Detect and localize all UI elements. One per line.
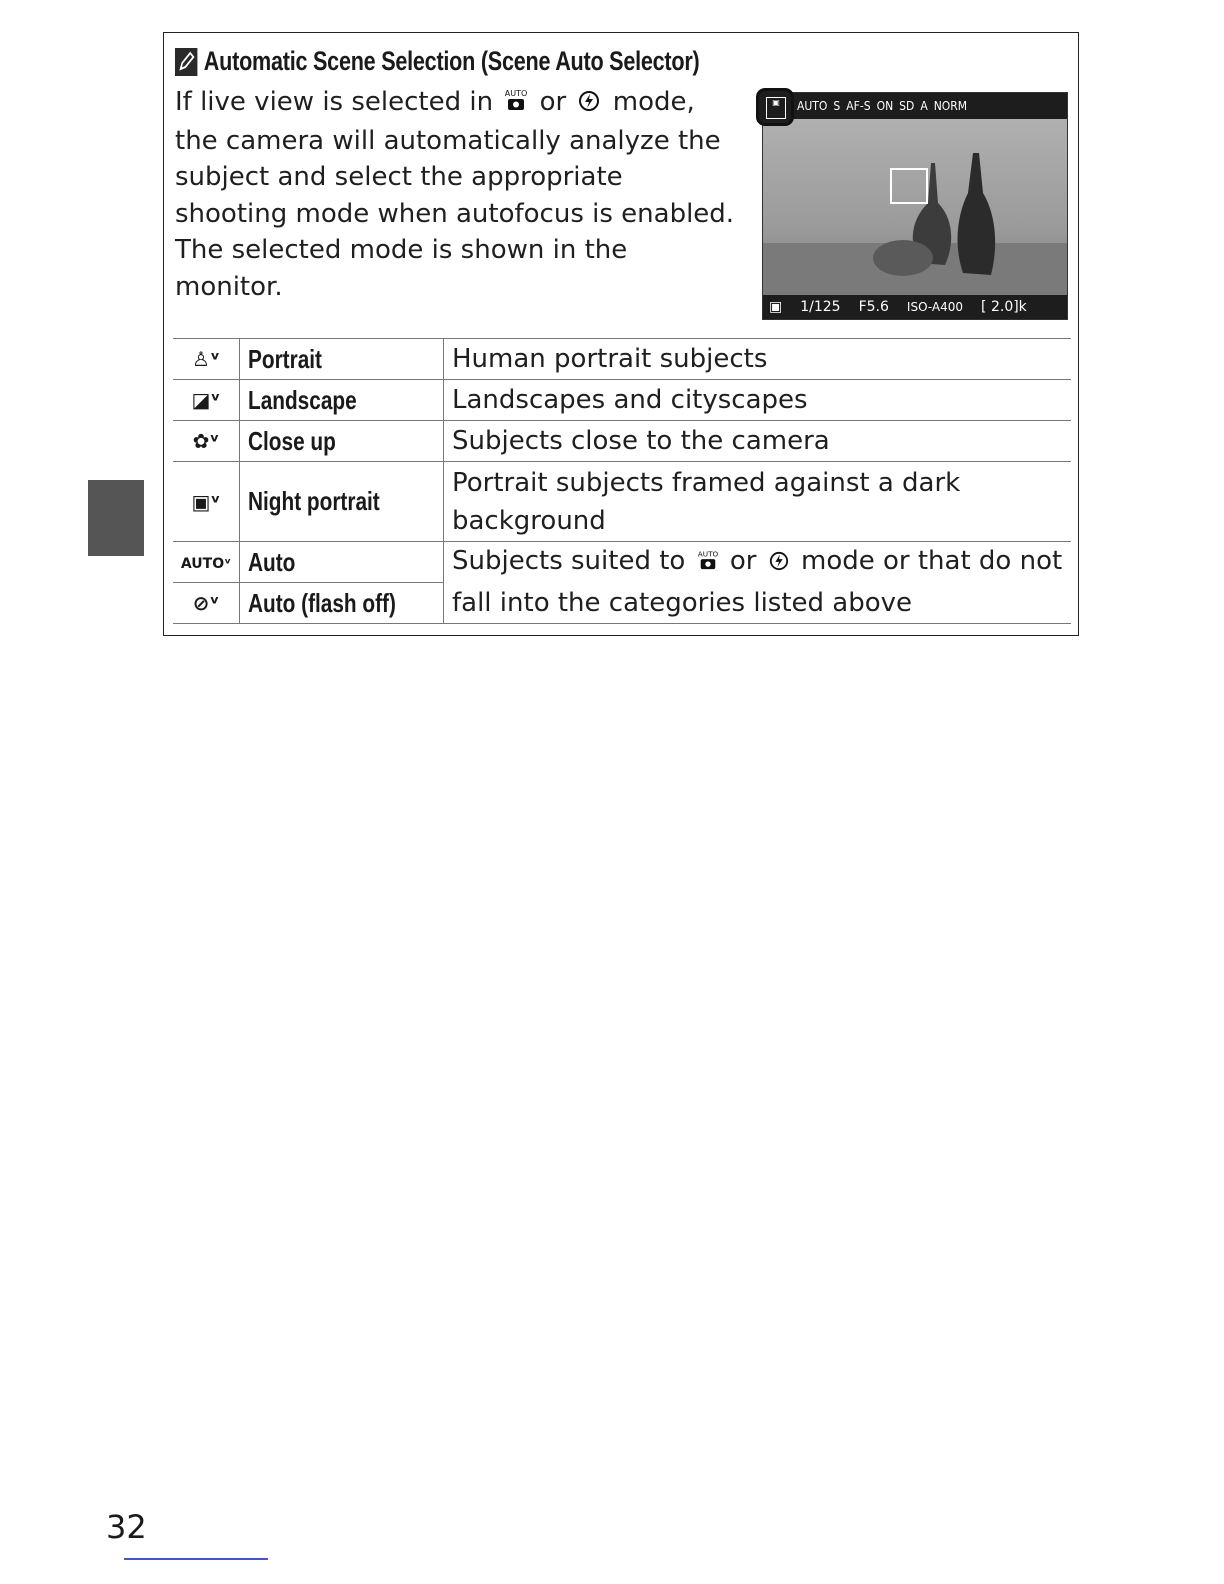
table-row — [173, 421, 1071, 462]
chapter-tab — [88, 480, 144, 556]
mode-description: Landscapes and cityscapes — [444, 380, 1072, 421]
note-heading — [175, 46, 699, 77]
table-row — [173, 462, 1071, 542]
still-life-photo — [763, 93, 1068, 320]
iso-sensitivity: ISO-A400 — [906, 300, 964, 314]
pencil-icon — [175, 48, 197, 76]
mode-description: Subjects close to the camera — [444, 421, 1072, 462]
intro-text-3: mode, the camera will automatically analyze the subject and select the appropriate shooting mode when autofocus is enabled. The selected mode is shown in the monitor. — [175, 87, 735, 302]
night-portrait-icon: ▣ᵛ — [173, 462, 240, 542]
mode-description: fall into the categories listed above — [444, 583, 1072, 624]
monitor-top-bar — [763, 93, 1067, 119]
close-up-icon: ✿ᵛ — [173, 421, 240, 462]
page-number: 32 — [106, 1508, 147, 1546]
shutter-speed: 1/125 — [800, 299, 841, 315]
svg-text:AUTO: AUTO — [505, 89, 528, 98]
aperture: F5.6 — [858, 299, 889, 315]
flash-mode-label: AUTO — [797, 99, 828, 113]
mode-description — [444, 542, 1072, 583]
mode-name: Auto (flash off) — [248, 587, 396, 618]
mode-name: Auto — [248, 546, 296, 577]
exposures-remaining: [ 2.0]k — [981, 299, 1027, 315]
intro-paragraph — [175, 84, 735, 305]
white-balance-label: A — [920, 99, 928, 113]
portrait-icon: ♙ᵛ — [173, 339, 240, 380]
metering-icon: ▣ — [769, 299, 783, 315]
svg-text:AUTO: AUTO — [697, 549, 718, 559]
mode-description: Portrait subjects framed against a dark background — [444, 462, 1072, 542]
flash-off-icon: ⊘ᵛ — [173, 583, 240, 624]
mode-name: Night portrait — [248, 486, 380, 516]
mode-name: Landscape — [248, 384, 357, 415]
d-lighting-label: ON — [876, 99, 894, 113]
mode-name: Portrait — [248, 343, 322, 374]
monitor-bottom-bar — [763, 295, 1067, 319]
table-row — [173, 583, 1071, 624]
auto-icon: AUTOᵛ — [173, 542, 240, 583]
auto-mode-icon — [698, 548, 718, 578]
mode-name: Close up — [248, 425, 336, 456]
picture-control-label: SD — [899, 99, 915, 113]
intro-text-2: or — [539, 87, 567, 117]
auto-mode-icon — [505, 86, 527, 123]
page-number-rule — [124, 1558, 268, 1560]
flash-off-mode-icon — [578, 86, 600, 123]
flash-off-mode-icon — [769, 548, 789, 578]
mode-description: Human portrait subjects — [444, 339, 1072, 380]
table-row — [173, 380, 1071, 421]
desc-text-3: mode or that do not — [801, 546, 1063, 577]
desc-text-1: Subjects suited to — [452, 546, 686, 577]
landscape-icon: ◪ᵛ — [173, 380, 240, 421]
release-mode-label: S — [833, 99, 841, 113]
table-row — [173, 542, 1071, 583]
scene-mode-table — [173, 338, 1071, 624]
scene-mode-badge: ▣ — [756, 88, 794, 126]
image-quality-label: NORM — [933, 99, 968, 113]
heading-text: Automatic Scene Selection (Scene Auto Selector) — [203, 46, 700, 76]
live-view-monitor-image — [762, 92, 1068, 320]
desc-text-2: or — [729, 546, 757, 577]
table-row — [173, 339, 1071, 380]
intro-text-1: If live view is selected in — [175, 87, 494, 117]
focus-mode-label: AF-S — [846, 99, 871, 113]
